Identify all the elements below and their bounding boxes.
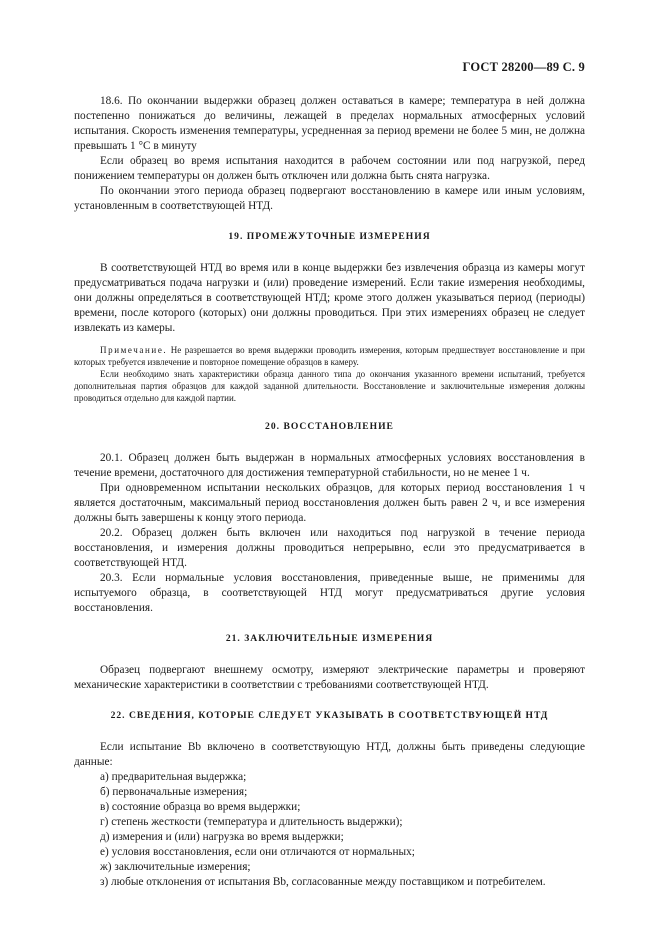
paragraph-18-6-recovery: По окончании этого периода образец подвергают восстановлению в камере или иным условиям, установленным в соответствующей НТД. [74, 185, 585, 212]
note-label: Примечание. [100, 345, 168, 355]
list-item: в) состояние образца во время выдержки; [100, 801, 301, 813]
list-item: а) предварительная выдержка; [100, 771, 247, 783]
section-heading-22: 22. СВЕДЕНИЯ, КОТОРЫЕ СЛЕДУЕТ УКАЗЫВАТЬ В СООТВЕТСТВУЮЩЕЙ НТД [110, 710, 549, 721]
page-header: ГОСТ 28200—89 С. 9 [462, 60, 585, 74]
list-item: е) условия восстановления, если они отличаются от нормальных; [100, 846, 415, 858]
paragraph-18-6-load: Если образец во время испытания находится в рабочем состоянии или под нагрузкой, перед понижением температуры он должен быть отключен или должна быть снята нагрузка. [74, 155, 585, 182]
note-19 [74, 344, 585, 404]
paragraph-20-1-multi: При одновременном испытании нескольких образцов, для которых период восстановления 1 ч является достаточным, максимальный период восстановления должен быть равен 2 ч, и все измерения должны быть завершены к концу этого периода. [74, 482, 585, 524]
paragraph-20-3: 20.3. Если нормальные условия восстановления, приведенные выше, не применимы для испытуемого образца, в соответствующей НТД могут предусматриваться другие условия восстановления. [74, 572, 585, 614]
list-item: б) первоначальные измерения; [100, 786, 248, 798]
list-item: г) степень жесткости (температура и длительность выдержки); [100, 816, 403, 828]
note-19-second: Если необходимо знать характеристики образца данного типа до окончания указанного времени испытаний, требуется дополнительная партия образцов для каждой заданной длительности. Восстановление и заключительные измерения должны проводиться отдельно для каждой партии. [74, 369, 585, 403]
page-content [74, 94, 585, 890]
data-list [74, 770, 585, 890]
list-item: ж) заключительные измерения; [100, 861, 251, 873]
list-item: з) любые отклонения от испытания Bb, согласованные между поставщиком и потребителем. [100, 876, 546, 888]
note-19-first [74, 344, 585, 368]
paragraph-22-intro: Если испытание Bb включено в соответствующую НТД, должны быть приведены следующие данные: [74, 741, 585, 768]
section-heading-21: 21. ЗАКЛЮЧИТЕЛЬНЫЕ ИЗМЕРЕНИЯ [225, 633, 434, 644]
paragraph-19: В соответствующей НТД во время или в конце выдержки без извлечения образца из камеры могут предусматриваться подача нагрузки и (или) проведение измерений. Если такие измерения необходимы, они должны определяться в соответствующей НТД; кроме этого должен указываться период (периоды) времени, после которого (которых) они должны проводиться. При этих измерениях образец не следует извлекать из камеры. [74, 262, 585, 334]
list-item: д) измерения и (или) нагрузка во время выдержки; [100, 831, 344, 843]
paragraph-20-1: 20.1. Образец должен быть выдержан в нормальных атмосферных условиях восстановления в течение времени, достаточного для достижения температурной стабильности, но не менее 1 ч. [74, 452, 585, 479]
section-heading-19: 19. ПРОМЕЖУТОЧНЫЕ ИЗМЕРЕНИЯ [228, 231, 431, 242]
section-heading-20: 20. ВОССТАНОВЛЕНИЕ [265, 421, 394, 432]
paragraph-18-6: 18.6. По окончании выдержки образец должен оставаться в камере; температура в ней должна постепенно понижаться до величины, лежащей в пределах нормальных атмосферных условий испытания. Скорость изменения температуры, усредненная за период времени не более 5 мин, не должна превышать 1 °С в минуту [74, 95, 585, 152]
note-19-text: Не разрешается во время выдержки проводить измерения, которым предшествует восстановление и при которых требуется извлечение и повторное помещение образцов в камеру. [74, 345, 585, 367]
paragraph-21: Образец подвергают внешнему осмотру, измеряют электрические параметры и проверяют механические характеристики в соответствии с требованиями соответствующей НТД. [74, 664, 585, 691]
paragraph-20-2: 20.2. Образец должен быть включен или находиться под нагрузкой в течение периода восстановления, и измерения должны проводиться непрерывно, если это предусматривается в соответствующей НТД. [74, 527, 585, 569]
